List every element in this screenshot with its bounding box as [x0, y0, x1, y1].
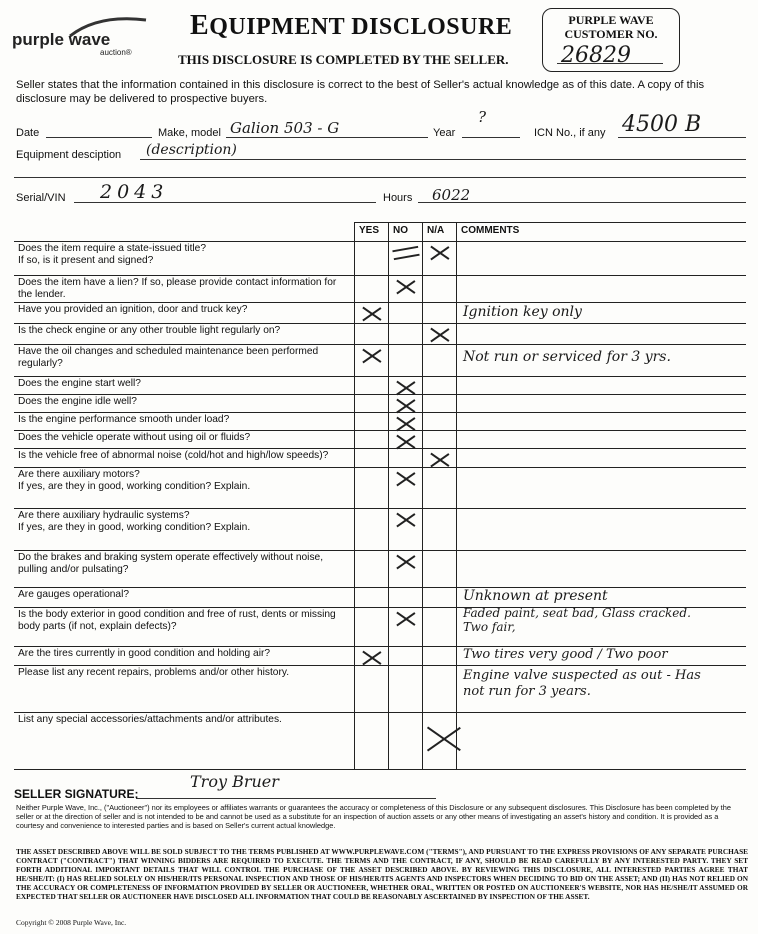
comments-header: COMMENTS [457, 223, 747, 242]
no-checkbox[interactable] [389, 449, 423, 468]
x-mark-icon [395, 470, 417, 486]
year-value: ? [478, 108, 487, 126]
yes-checkbox[interactable] [355, 449, 389, 468]
icn-value: 4500 B [622, 112, 702, 137]
customer-number-box [542, 8, 680, 72]
na-checkbox[interactable] [423, 324, 457, 345]
no-checkbox[interactable] [389, 276, 423, 303]
table-row [14, 588, 746, 608]
comment-cell[interactable] [457, 276, 747, 303]
x-mark-icon [395, 433, 417, 449]
comment-text: Not run or serviced for 3 yrs. [463, 349, 671, 365]
description-line-2 [14, 177, 746, 178]
na-checkbox[interactable] [423, 276, 457, 303]
x-mark-icon [395, 397, 417, 413]
yes-checkbox[interactable] [355, 647, 389, 666]
seller-signature-value: Troy Bruer [190, 772, 279, 791]
yes-checkbox[interactable] [355, 395, 389, 413]
table-row [14, 276, 746, 303]
serial-label: Serial/VIN [16, 192, 66, 204]
yes-checkbox[interactable] [355, 588, 389, 608]
table-row [14, 647, 746, 666]
question-text: Does the item require a state-issued title? If so, is it present and signed? [14, 242, 355, 276]
x-mark-icon [361, 347, 383, 363]
comment-text: Ignition key only [463, 304, 582, 320]
year-field[interactable] [462, 137, 520, 138]
yes-checkbox[interactable] [355, 276, 389, 303]
question-text: Does the vehicle operate without using oil or fluids? [14, 431, 355, 449]
no-checkbox[interactable] [389, 588, 423, 608]
hours-value: 6022 [432, 186, 471, 204]
na-checkbox[interactable] [423, 608, 457, 647]
table-row [14, 468, 746, 509]
na-checkbox[interactable] [423, 509, 457, 551]
comment-cell[interactable] [457, 303, 747, 324]
x-mark-icon [395, 553, 417, 569]
question-text: Is the vehicle free of abnormal noise (cold/hot and high/low speeds)? [14, 449, 355, 468]
comment-cell[interactable] [457, 413, 747, 431]
description-value: (description) [146, 142, 237, 158]
no-checkbox[interactable] [389, 377, 423, 395]
question-text: Does the engine start well? [14, 377, 355, 395]
scribble-mark-icon [392, 246, 419, 260]
question-text: Have the oil changes and scheduled maintenance been performed regularly? [14, 345, 355, 377]
customer-number-value: 26829 [561, 43, 631, 68]
comment-cell[interactable] [457, 713, 747, 770]
no-checkbox[interactable] [389, 551, 423, 588]
no-checkbox[interactable] [389, 647, 423, 666]
disclosure-table [14, 222, 746, 770]
no-checkbox[interactable] [389, 242, 423, 276]
yes-header: YES [355, 223, 389, 242]
x-mark-icon [395, 511, 417, 527]
comment-cell[interactable] [457, 395, 747, 413]
x-mark-icon [429, 244, 451, 260]
question-text: Is the body exterior in good condition and free of rust, dents or missing body parts (if not, explain defects)? [14, 608, 355, 647]
question-text: List any special accessories/attachments and/or attributes. [14, 713, 355, 770]
purple-wave-logo [8, 12, 148, 62]
make-value: Galion 503 - G [230, 119, 340, 137]
na-checkbox[interactable] [423, 551, 457, 588]
year-label: Year [433, 127, 456, 139]
logo-sub: auction® [100, 48, 132, 57]
x-mark-icon [429, 326, 451, 342]
question-text: Is the engine performance smooth under load? [14, 413, 355, 431]
comment-cell[interactable] [457, 647, 747, 666]
table-row [14, 324, 746, 345]
table-row [14, 713, 746, 770]
table-row [14, 431, 746, 449]
comment-text: Two tires very good / Two poor [463, 647, 668, 662]
question-text: Does the engine idle well? [14, 395, 355, 413]
no-checkbox[interactable] [389, 713, 423, 770]
description-field[interactable] [140, 159, 746, 160]
yes-checkbox[interactable] [355, 242, 389, 276]
yes-checkbox[interactable] [355, 324, 389, 345]
no-checkbox[interactable] [389, 413, 423, 431]
table-row [14, 551, 746, 588]
logo-brand: purple wave [12, 30, 111, 49]
na-checkbox[interactable] [423, 303, 457, 324]
na-checkbox[interactable] [423, 647, 457, 666]
serial-value: 2043 [100, 181, 169, 203]
yes-checkbox[interactable] [355, 713, 389, 770]
seller-signature-label: SELLER SIGNATURE: [14, 787, 139, 801]
x-mark-icon [429, 723, 459, 753]
table-row [14, 377, 746, 395]
no-checkbox[interactable] [389, 468, 423, 509]
yes-checkbox[interactable] [355, 509, 389, 551]
na-checkbox[interactable] [423, 468, 457, 509]
question-text: Are there auxiliary motors? If yes, are they in good, working condition? Explain. [14, 468, 355, 509]
comment-cell[interactable] [457, 666, 747, 713]
comment-cell[interactable] [457, 608, 747, 647]
yes-checkbox[interactable] [355, 303, 389, 324]
comment-cell[interactable] [457, 242, 747, 276]
disclaimer-text: Neither Purple Wave, Inc., ("Auctioneer") nor its employees or affiliates warrants or guarantees the accuracy or completeness of this Disclosure or any subsequent disclosures. This Disclosure has been completed by the seller or at the direction of seller and is not intended to be and cannot be used as a substitute for an inspection of auction assets or any other means of investigating an asset's history and condition. It is provided as a courtesy and convenience to interested parties and is based on Seller's current actual knowledge. [16, 803, 731, 830]
x-mark-icon [395, 415, 417, 431]
table-row [14, 608, 746, 647]
comment-cell[interactable] [457, 345, 747, 377]
yes-checkbox[interactable] [355, 468, 389, 509]
yes-checkbox[interactable] [355, 431, 389, 449]
table-row [14, 449, 746, 468]
seller-signature-field[interactable] [136, 798, 436, 799]
page-subtitle: THIS DISCLOSURE IS COMPLETED BY THE SELLER. [178, 52, 509, 67]
make-field[interactable] [226, 137, 428, 138]
icn-field[interactable] [618, 137, 746, 138]
comment-text: Unknown at present [463, 588, 608, 604]
description-label: Equipment desciption [16, 149, 122, 161]
copyright-text: Copyright © 2008 Purple Wave, Inc. [16, 918, 127, 927]
na-checkbox[interactable] [423, 242, 457, 276]
no-checkbox[interactable] [389, 395, 423, 413]
question-text: Is the check engine or any other trouble light regularly on? [14, 324, 355, 345]
na-checkbox[interactable] [423, 449, 457, 468]
x-mark-icon [361, 649, 383, 665]
no-checkbox[interactable] [389, 608, 423, 647]
comment-text: Faded paint, seat bad, Glass cracked. Two fair, [463, 606, 691, 634]
date-label: Date [16, 127, 40, 139]
na-checkbox[interactable] [423, 395, 457, 413]
question-text: Do the brakes and braking system operate effectively without noise, pulling and/or pulsating? [14, 551, 355, 588]
page-title: EQUIPMENT DISCLOSURE [190, 10, 513, 41]
table-row [14, 509, 746, 551]
question-text: Are gauges operational? [14, 588, 355, 608]
no-checkbox[interactable] [389, 324, 423, 345]
comment-cell[interactable] [457, 509, 747, 551]
comment-cell[interactable] [457, 468, 747, 509]
no-checkbox[interactable] [389, 345, 423, 377]
question-text: Are there auxiliary hydraulic systems? If yes, are they in good, working condition? Explain. [14, 509, 355, 551]
no-checkbox[interactable] [389, 666, 423, 713]
x-mark-icon [395, 278, 417, 294]
hours-label: Hours [383, 192, 413, 204]
table-row [14, 666, 746, 713]
na-checkbox[interactable] [423, 713, 457, 770]
x-mark-icon [395, 379, 417, 395]
comment-cell[interactable] [457, 551, 747, 588]
customer-number-label: PURPLE WAVE CUSTOMER NO. [564, 13, 658, 41]
comment-text: Engine valve suspected as out - Has not run for 3 years. [463, 668, 701, 699]
yes-checkbox[interactable] [355, 666, 389, 713]
question-text: Does the item have a lien? If so, please provide contact information for the lender. [14, 276, 355, 303]
comment-cell[interactable] [457, 324, 747, 345]
yes-checkbox[interactable] [355, 413, 389, 431]
table-row [14, 303, 746, 324]
question-text: Have you provided an ignition, door and truck key? [14, 303, 355, 324]
no-checkbox[interactable] [389, 303, 423, 324]
comment-cell[interactable] [457, 449, 747, 468]
table-row [14, 395, 746, 413]
terms-text: THE ASSET DESCRIBED ABOVE WILL BE SOLD SUBJECT TO THE TERMS PUBLISHED AT WWW.PURPLEWAVE.COM ("TERMS"), AND PURSUANT TO THE EXPRESS PROVISIONS OF ANY SEPARATE PURCHASE CONTRACT ("CONTRACT") THAT WINNING BIDDERS ARE REQUIRED TO EXECUTE. THE TERMS AND THE CONTRACT, IF ANY, SHOULD BE READ CAREFULLY BY ANY INTERESTED PARTY. THEY SET FORTH ADDITIONAL IMPORTANT DETAILS THAT WILL CONTROL THE PURCHASE OF THE ASSET DESCRIBED ABOVE. BY REVIEWING THIS DISCLOSURE, ALL INTERESTED PARTIES AGREE THAT HE/SHE/IT: (I) HAS RELIED SOLELY ON HIS/HER/ITS PERSONAL INSPECTION AND THOSE OF HIS/HER/ITS AGENTS AND INSPECTORS WHEN DECIDING TO BID ON THE ASSET; AND (II) HAS NOT RELIED ON THE ACCURACY OR COMPLETENESS OF INFORMATION PROVIDED BY SELLER OR AUCTIONEER, WHETHER ORAL, WRITTEN OR POSTED ON AUCTIONEER'S WEBSITE, NOR HAS HE/SHE/IT ASSUMED OR EXPECTED THAT SELLER OR AUCTIONEER HAVE DISCLOSED ALL INFORMATION THAT COULD BE REASONABLY ASCERTAINED BY INSPECTION OF THE ASSET. [16, 847, 748, 901]
na-checkbox[interactable] [423, 431, 457, 449]
question-text: Please list any recent repairs, problems and/or other history. [14, 666, 355, 713]
na-checkbox[interactable] [423, 588, 457, 608]
na-checkbox[interactable] [423, 377, 457, 395]
yes-checkbox[interactable] [355, 551, 389, 588]
comment-cell[interactable] [457, 588, 747, 608]
na-header: N/A [423, 223, 457, 242]
table-row [14, 242, 746, 276]
question-text: Are the tires currently in good condition and holding air? [14, 647, 355, 666]
no-checkbox[interactable] [389, 431, 423, 449]
question-header [14, 223, 355, 242]
yes-checkbox[interactable] [355, 345, 389, 377]
table-row [14, 345, 746, 377]
x-mark-icon [361, 305, 383, 321]
na-checkbox[interactable] [423, 666, 457, 713]
x-mark-icon [395, 610, 417, 626]
x-mark-icon [429, 451, 451, 467]
make-label: Make, model [158, 127, 221, 139]
table-row [14, 413, 746, 431]
date-field[interactable] [46, 137, 152, 138]
no-header: NO [389, 223, 423, 242]
yes-checkbox[interactable] [355, 608, 389, 647]
no-checkbox[interactable] [389, 509, 423, 551]
comment-cell[interactable] [457, 377, 747, 395]
comment-cell[interactable] [457, 431, 747, 449]
icn-label: ICN No., if any [534, 127, 606, 139]
na-checkbox[interactable] [423, 413, 457, 431]
seller-statement: Seller states that the information contained in this disclosure is correct to the best of Seller's actual knowledge as of this date. A copy of this disclosure may be delivered to prospective buyers. [16, 79, 705, 105]
na-checkbox[interactable] [423, 345, 457, 377]
yes-checkbox[interactable] [355, 377, 389, 395]
